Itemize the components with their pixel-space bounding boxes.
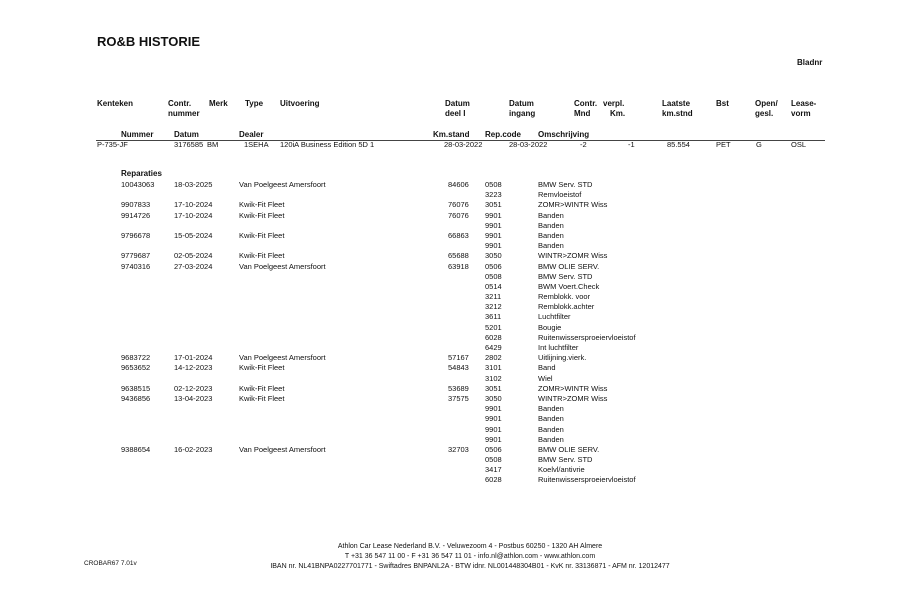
vehicle-laatste-km: 85.554 <box>667 140 690 149</box>
repair-code: 9901 <box>485 210 502 220</box>
repair-description: Bougie <box>538 322 562 332</box>
repair-dealer: Kwik-Fit Fleet <box>239 393 285 403</box>
repair-description: Uitlijning.vierk. <box>538 353 587 363</box>
vehicle-datum-ingang: 28-03-2022 <box>509 140 548 149</box>
repair-km: 84606 <box>448 180 469 189</box>
table-row <box>0 262 900 272</box>
repair-date: 18-03-2025 <box>174 180 213 189</box>
repair-description: BMW Serv. STD <box>538 180 593 189</box>
repair-date: 02-05-2024 <box>174 251 213 261</box>
repair-code: 3212 <box>485 302 502 312</box>
header-nummer: Nummer <box>121 130 154 139</box>
repair-code: 3223 <box>485 190 502 200</box>
header-datum: Datum <box>174 130 199 139</box>
repairs-table <box>0 180 900 486</box>
repair-description: Banden <box>538 210 564 220</box>
table-row <box>0 221 900 231</box>
table-row <box>0 231 900 241</box>
header-uitvoering: Uitvoering <box>280 99 320 108</box>
repair-date: 17-10-2024 <box>174 200 213 210</box>
header-contr-mnd <box>574 99 597 119</box>
header-open-gesl <box>755 99 778 119</box>
repair-code: 3417 <box>485 465 502 475</box>
table-row <box>0 302 900 312</box>
repair-dealer: Kwik-Fit Fleet <box>239 251 285 261</box>
header-contr-mnd-line1: Contr. <box>574 99 598 108</box>
repair-date: 14-12-2023 <box>174 363 213 373</box>
repair-code: 6028 <box>485 475 502 485</box>
table-row <box>0 414 900 424</box>
repair-code: 3051 <box>485 200 502 210</box>
repair-description: BMW Serv. STD <box>538 271 593 281</box>
table-row <box>0 353 900 363</box>
table-row <box>0 282 900 292</box>
repair-description: Koelvl/antivrie <box>538 465 585 475</box>
repair-description: ZOMR>WINTR Wiss <box>538 383 608 393</box>
repair-code: 0508 <box>485 455 502 465</box>
repair-number: 9796678 <box>121 230 151 240</box>
repair-number: 10043063 <box>121 180 155 189</box>
header-datum-deel1-line2: deel I <box>445 109 466 118</box>
repair-description: Banden <box>538 230 564 240</box>
vehicle-contract: 3176585 <box>174 140 204 149</box>
section-reparaties: Reparaties <box>121 169 162 178</box>
repair-description: BWM Voert.Check <box>538 281 600 291</box>
repair-km: 63918 <box>448 261 469 271</box>
repair-description: Remblokk. voor <box>538 292 591 302</box>
table-row <box>0 465 900 475</box>
header-merk: Merk <box>209 99 228 108</box>
vehicle-lease-vorm: OSL <box>791 140 807 149</box>
repair-date: 15-05-2024 <box>174 230 213 240</box>
repair-code: 2802 <box>485 353 502 363</box>
repair-km: 66863 <box>448 230 469 240</box>
header-contr-line1: Contr. <box>168 99 192 108</box>
header-laatste-line1: Laatste <box>662 99 691 108</box>
table-row <box>0 333 900 343</box>
footer-registration: IBAN nr. NL41BNPA0227701771 - Swiftadres BNPANL2A - BTW idnr. NL001448304B01 - KvK nr. 33136871 - AFM nr. 12012477 <box>270 563 670 570</box>
repair-description: Banden <box>538 404 564 414</box>
vehicle-contr-mnd: -2 <box>580 140 587 149</box>
table-row <box>0 404 900 414</box>
header-verpl-km <box>603 99 625 119</box>
header-verpl-km-line1: verpl. <box>603 99 625 108</box>
repair-code: 0506 <box>485 444 502 454</box>
header-datum-deel1 <box>445 99 470 119</box>
header-repcode: Rep.code <box>485 130 522 139</box>
repair-km: 65688 <box>448 251 469 261</box>
footer-address: Athlon Car Lease Nederland B.V. - Veluwezoom 4 - Postbus 60250 - 1320 AH Almere <box>337 543 603 550</box>
repair-code: 9901 <box>485 424 502 434</box>
repair-description: WINTR>ZOMR Wiss <box>538 251 608 261</box>
table-row <box>0 292 900 302</box>
header-contr-mnd-line2: Mnd <box>574 109 591 118</box>
repair-description: Banden <box>538 220 564 230</box>
header-dealer: Dealer <box>239 130 264 139</box>
repair-description: Int luchtfilter <box>538 343 579 352</box>
header-verpl-km-line2: Km. <box>610 109 626 118</box>
repair-description: Banden <box>538 414 564 424</box>
table-row <box>0 251 900 261</box>
repair-description: BMW OLIE SERV. <box>538 261 600 271</box>
repair-date: 16-02-2023 <box>174 444 213 454</box>
table-row <box>0 323 900 333</box>
repair-code: 9901 <box>485 434 502 444</box>
header-open-line1: Open/ <box>755 99 778 108</box>
repair-date: 27-03-2024 <box>174 261 213 271</box>
repair-km: 32703 <box>448 444 469 454</box>
repair-description: WINTR>ZOMR Wiss <box>538 393 608 403</box>
header-datum-deel1-line1: Datum <box>445 99 470 108</box>
table-row <box>0 445 900 455</box>
vehicle-uitvoering: 120iA Business Edition 5D 1 <box>280 140 375 149</box>
vehicle-bst: PET <box>716 140 731 149</box>
repair-code: 9901 <box>485 230 502 240</box>
header-open-line2: gesl. <box>755 109 774 118</box>
repair-code: 9901 <box>485 414 502 424</box>
repair-code: 3050 <box>485 393 502 403</box>
repair-description: Remblokk.achter <box>538 302 595 312</box>
header-bst: Bst <box>716 99 729 108</box>
repair-description: Band <box>538 363 556 373</box>
repair-dealer: Van Poelgeest Amersfoort <box>239 444 326 454</box>
header-datum-ingang <box>509 99 535 119</box>
vehicle-kenteken: P-735-JF <box>97 140 128 149</box>
repair-km: 57167 <box>448 353 469 363</box>
repair-number: 9388654 <box>121 444 151 454</box>
repair-dealer: Kwik-Fit Fleet <box>239 200 285 210</box>
repair-date: 17-01-2024 <box>174 353 213 363</box>
repair-code: 0508 <box>485 271 502 281</box>
repair-dealer: Van Poelgeest Amersfoort <box>239 353 326 363</box>
table-row <box>0 272 900 282</box>
repair-description: Banden <box>538 434 564 444</box>
table-row <box>0 384 900 394</box>
repair-description: Ruitenwissersproeiervloeistof <box>538 332 636 342</box>
repair-code: 6028 <box>485 332 502 342</box>
repair-code: 0514 <box>485 281 502 291</box>
repair-dealer: Kwik-Fit Fleet <box>239 210 285 220</box>
header-omschrijving: Omschrijving <box>538 130 590 139</box>
footer-version: CROBAR67 7.01v <box>84 560 137 567</box>
header-contr-line2: nummer <box>168 109 200 118</box>
header-laatste-kmstnd <box>662 99 693 119</box>
repair-description: ZOMR>WINTR Wiss <box>538 200 608 210</box>
table-row <box>0 435 900 445</box>
repair-dealer: Van Poelgeest Amersfoort <box>239 261 326 271</box>
repair-km: 54843 <box>448 363 469 373</box>
repair-km: 76076 <box>448 200 469 210</box>
header-contr <box>168 99 200 119</box>
repair-dealer: Van Poelgeest Amersfoort <box>239 180 326 189</box>
table-row <box>0 211 900 221</box>
repair-description: BMW OLIE SERV. <box>538 444 600 454</box>
repair-dealer: Kwik-Fit Fleet <box>239 383 285 393</box>
vehicle-open-gesl: G <box>756 140 762 149</box>
table-row <box>0 343 900 353</box>
repair-code: 3051 <box>485 383 502 393</box>
repair-code: 3102 <box>485 373 502 383</box>
table-row <box>0 241 900 251</box>
repair-code: 9901 <box>485 241 502 251</box>
repair-number: 9907833 <box>121 200 151 210</box>
repair-number: 9740316 <box>121 261 151 271</box>
table-row <box>0 394 900 404</box>
header-laatste-line2: km.stnd <box>662 109 693 118</box>
repair-description: Banden <box>538 424 564 434</box>
header-kmstand: Km.stand <box>433 130 470 139</box>
table-row <box>0 190 900 200</box>
header-datum-ingang-line2: ingang <box>509 109 536 118</box>
header-datum-ingang-line1: Datum <box>509 99 534 108</box>
repair-date: 13-04-2023 <box>174 393 213 403</box>
repair-dealer: Kwik-Fit Fleet <box>239 363 285 373</box>
bladnr-label: Bladnr <box>797 58 823 67</box>
repair-number: 9436856 <box>121 393 151 403</box>
repair-code: 0506 <box>485 261 502 271</box>
vehicle-datum-deel1: 28-03-2022 <box>444 140 483 149</box>
repair-number: 9683722 <box>121 353 151 363</box>
repair-description: Remvloeistof <box>538 190 582 200</box>
table-row <box>0 363 900 373</box>
repair-code: 3101 <box>485 363 502 373</box>
repair-description: Banden <box>538 241 564 251</box>
header-kenteken: Kenteken <box>97 99 134 108</box>
repair-number: 9779687 <box>121 251 151 261</box>
repair-number: 9638515 <box>121 383 151 393</box>
repair-number: 9914726 <box>121 210 151 220</box>
table-row <box>0 455 900 465</box>
repair-code: 9901 <box>485 220 502 230</box>
repair-dealer: Kwik-Fit Fleet <box>239 230 285 240</box>
header-type: Type <box>245 99 264 108</box>
repair-code: 6429 <box>485 343 502 352</box>
repair-code: 5201 <box>485 322 502 332</box>
repair-code: 3611 <box>485 312 502 322</box>
table-row <box>0 425 900 435</box>
vehicle-merk: BM <box>207 140 219 149</box>
repair-code: 3211 <box>485 292 502 302</box>
repair-km: 37575 <box>448 393 469 403</box>
page-title: RO&B HISTORIE <box>97 34 201 49</box>
repair-description: Luchtfilter <box>538 312 571 322</box>
table-row <box>0 475 900 485</box>
repair-description: Wiel <box>538 373 553 383</box>
repair-km: 53689 <box>448 383 469 393</box>
header-lease-line2: vorm <box>791 109 811 118</box>
repair-date: 02-12-2023 <box>174 383 213 393</box>
header-lease-line1: Lease- <box>791 99 817 108</box>
footer-contact: T +31 36 547 11 00 - F +31 36 547 11 01 - info.nl@athlon.com - www.athlon.com <box>344 553 596 560</box>
vehicle-verpl-km: -1 <box>628 140 635 149</box>
header-lease-vorm <box>791 99 816 119</box>
repair-code: 3050 <box>485 251 502 261</box>
repair-description: Ruitenwissersproeiervloeistof <box>538 475 636 485</box>
table-row <box>0 312 900 322</box>
repair-date: 17-10-2024 <box>174 210 213 220</box>
table-row <box>0 374 900 384</box>
repair-description: BMW Serv. STD <box>538 455 593 465</box>
vehicle-type: 1SEHA <box>244 140 269 149</box>
table-row <box>0 200 900 210</box>
repair-code: 9901 <box>485 404 502 414</box>
repair-number: 9653652 <box>121 363 151 373</box>
repair-km: 76076 <box>448 210 469 220</box>
repair-code: 0508 <box>485 180 502 189</box>
table-row <box>0 180 900 190</box>
